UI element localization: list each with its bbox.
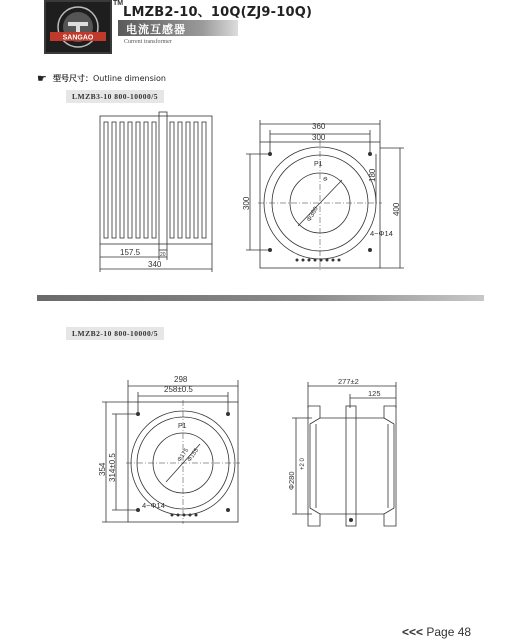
dim-180: 180 bbox=[368, 168, 377, 182]
subtitle-english: Current transformer bbox=[124, 39, 172, 45]
bore-phi360: Φ360 bbox=[305, 205, 320, 223]
dim-phi280: Φ280 bbox=[287, 471, 296, 490]
dim-20: 20 bbox=[160, 252, 166, 258]
bore-phi155: Φ155 bbox=[186, 447, 201, 464]
outline-label-sep: ： bbox=[85, 74, 93, 83]
dim-354: 354 bbox=[98, 462, 107, 476]
outline-label-en: Outline dimension bbox=[93, 74, 166, 83]
dim-298: 298 bbox=[174, 375, 188, 384]
company-logo bbox=[44, 0, 112, 54]
page-indicator bbox=[402, 625, 471, 639]
subtitle-chinese: 电流互感器 bbox=[126, 23, 186, 36]
bore-phi175: Φ175 bbox=[176, 447, 191, 464]
page-number: Page 48 bbox=[426, 625, 472, 639]
dim-277: 277±2 bbox=[338, 377, 359, 386]
p1-label: P1 bbox=[314, 161, 323, 168]
trademark-mark: TM bbox=[113, 0, 124, 7]
bore-phi: Φ bbox=[322, 175, 331, 183]
dim-125: 125 bbox=[368, 389, 381, 398]
hole-label: 4−Φ14 bbox=[370, 229, 393, 238]
figure1-side-view bbox=[90, 110, 220, 280]
model-label-2: LMZB2-10 800-10000/5 bbox=[66, 327, 164, 340]
dim-300-top: 300 bbox=[312, 133, 326, 142]
model-label-1: LMZB3-10 800-10000/5 bbox=[66, 90, 164, 103]
dim-300-left: 300 bbox=[242, 196, 251, 210]
figure1-front-view bbox=[240, 118, 410, 278]
section-divider bbox=[37, 295, 484, 301]
page-title: LMZB2-10、10Q(ZJ9-10Q) bbox=[123, 5, 313, 20]
dim-360: 360 bbox=[312, 122, 326, 131]
logo-text: SANGAO bbox=[62, 34, 94, 42]
dim-400: 400 bbox=[392, 202, 401, 216]
left-fins bbox=[104, 122, 156, 238]
pointing-hand-icon: ☛ bbox=[37, 73, 47, 85]
page-arrows: <<< bbox=[402, 625, 424, 639]
dim-157-5: 157.5 bbox=[120, 248, 141, 257]
dim-314: 314±0.5 bbox=[108, 453, 117, 482]
outline-dimension-label bbox=[53, 73, 166, 84]
right-fins bbox=[170, 122, 206, 238]
dim-258: 258±0.5 bbox=[164, 385, 193, 394]
dim-340: 340 bbox=[148, 260, 162, 269]
hole-label-2: 4−Φ14 bbox=[142, 501, 165, 510]
p1-label-2: P1 bbox=[178, 423, 187, 430]
outline-label-cn: 型号尺寸 bbox=[53, 74, 85, 83]
dim-tolerance: +2 0 bbox=[300, 458, 306, 470]
figure2-side-view bbox=[280, 378, 410, 528]
figure2-front-view bbox=[100, 370, 260, 530]
